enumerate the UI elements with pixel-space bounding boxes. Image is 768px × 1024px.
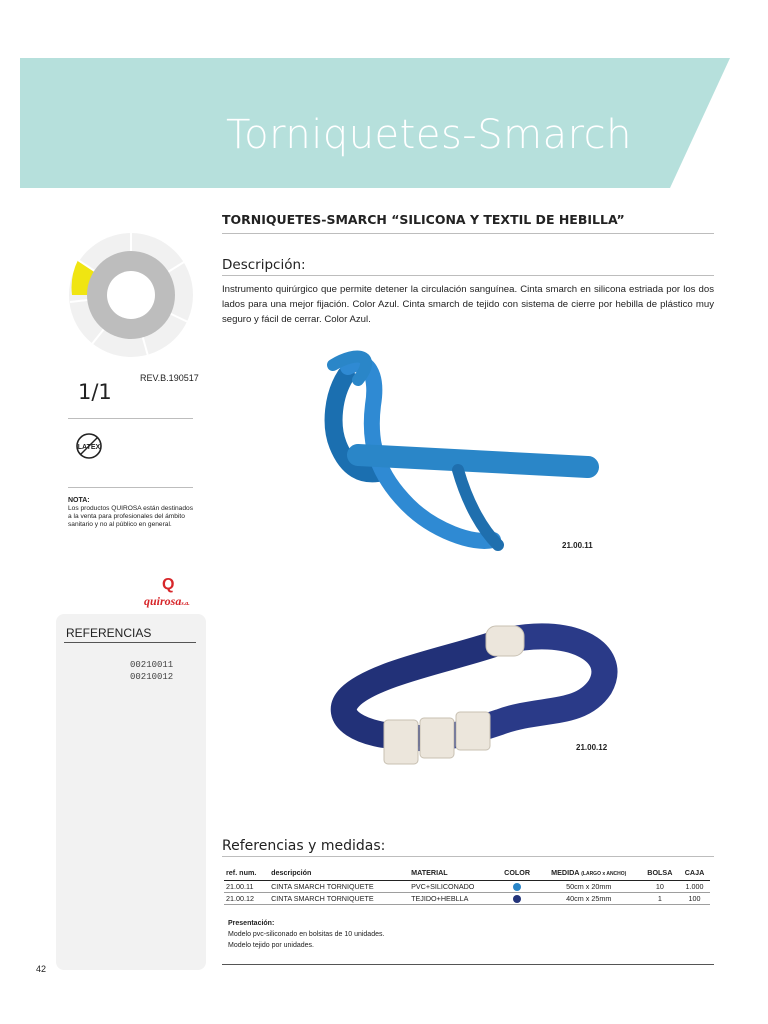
cell-material: PVC+SILICONADO xyxy=(409,880,497,892)
page-count: 1/1 xyxy=(78,380,112,404)
divider xyxy=(68,418,193,419)
reference-code: 00210012 xyxy=(130,672,174,682)
product-image-textile-strap xyxy=(320,612,620,782)
cell-material: TEJIDO+HEBLLA xyxy=(409,892,497,904)
divider xyxy=(68,487,193,488)
cell-color xyxy=(497,880,536,892)
logo-q-mark: Q xyxy=(162,576,175,593)
svg-text:LATEX: LATEX xyxy=(77,444,101,451)
header-banner xyxy=(20,58,730,188)
reference-code: 00210011 xyxy=(130,660,174,670)
product-image-silicone-strap xyxy=(318,345,618,565)
product-code-label: 21.00.11 xyxy=(562,541,593,550)
cell-ref: 21.00.12 xyxy=(224,892,269,904)
product-code-label: 21.00.12 xyxy=(576,743,608,752)
col-medida: MEDIDA (LARGO x ANCHO) xyxy=(537,866,641,880)
specs-table xyxy=(224,866,710,905)
color-swatch xyxy=(513,883,521,891)
quirosa-logo xyxy=(140,576,210,610)
category-ring-graphic xyxy=(68,232,194,358)
table-row xyxy=(224,880,710,892)
latex-free-icon xyxy=(75,432,103,460)
page-number: 42 xyxy=(36,964,47,974)
product-title: TORNIQUETES-SMARCH “SILICONA Y TEXTIL DE HEBILLA” xyxy=(222,212,625,227)
logo-wordmark: quirosas.a. xyxy=(144,594,190,608)
cell-ref: 21.00.11 xyxy=(224,880,269,892)
revision-code: REV.B.190517 xyxy=(140,373,199,383)
title-underline xyxy=(222,233,714,234)
cell-caja: 100 xyxy=(679,892,710,904)
banner-title: Torniquetes-Smarch xyxy=(226,112,633,158)
references-title: REFERENCIAS xyxy=(66,626,152,640)
description-underline xyxy=(222,275,714,276)
presentation-line: Modelo tejido por unidades. xyxy=(228,942,315,949)
col-color: COLOR xyxy=(497,866,536,880)
col-ref: ref. num. xyxy=(224,866,269,880)
references-panel xyxy=(56,614,206,970)
cell-desc: CINTA SMARCH TORNIQUETE xyxy=(269,892,409,904)
cell-bolsa: 1 xyxy=(641,892,679,904)
cell-medida: 40cm x 25mm xyxy=(537,892,641,904)
table-row xyxy=(224,892,710,904)
specs-title: Referencias y medidas: xyxy=(222,838,386,854)
cell-desc: CINTA SMARCH TORNIQUETE xyxy=(269,880,409,892)
col-material: MATERIAL xyxy=(409,866,497,880)
col-bolsa: BOLSA xyxy=(641,866,679,880)
description-title: Descripción: xyxy=(222,257,306,273)
cell-bolsa: 10 xyxy=(641,880,679,892)
col-desc: descripción xyxy=(269,866,409,880)
color-swatch xyxy=(513,895,521,903)
description-text: Instrumento quirúrgico que permite detener la circulación sanguínea. Cinta smarch en silicona estriada por los dos lados para una mejor fijación. Color Azul. Cinta smarch de tejido con sistema de cierre por hebilla de plástico muy seguro y fácil de cerrar. Color Azul. xyxy=(222,284,714,325)
presentation-heading: Presentación: xyxy=(228,920,275,927)
cell-color xyxy=(497,892,536,904)
specs-underline xyxy=(222,856,714,857)
col-caja: CAJA xyxy=(679,866,710,880)
nota-text: Los productos QUIROSA están destinados a la venta para profesionales del ámbito sanitario y no al público en general. xyxy=(68,505,193,528)
table-header-row xyxy=(224,866,710,880)
presentation-line: Modelo pvc-siliconado en bolsitas de 10 unidades. xyxy=(228,931,385,938)
nota-heading: NOTA: xyxy=(68,497,90,504)
cell-caja: 1.000 xyxy=(679,880,710,892)
footer-divider xyxy=(222,964,714,965)
references-underline xyxy=(64,642,196,643)
cell-medida: 50cm x 20mm xyxy=(537,880,641,892)
